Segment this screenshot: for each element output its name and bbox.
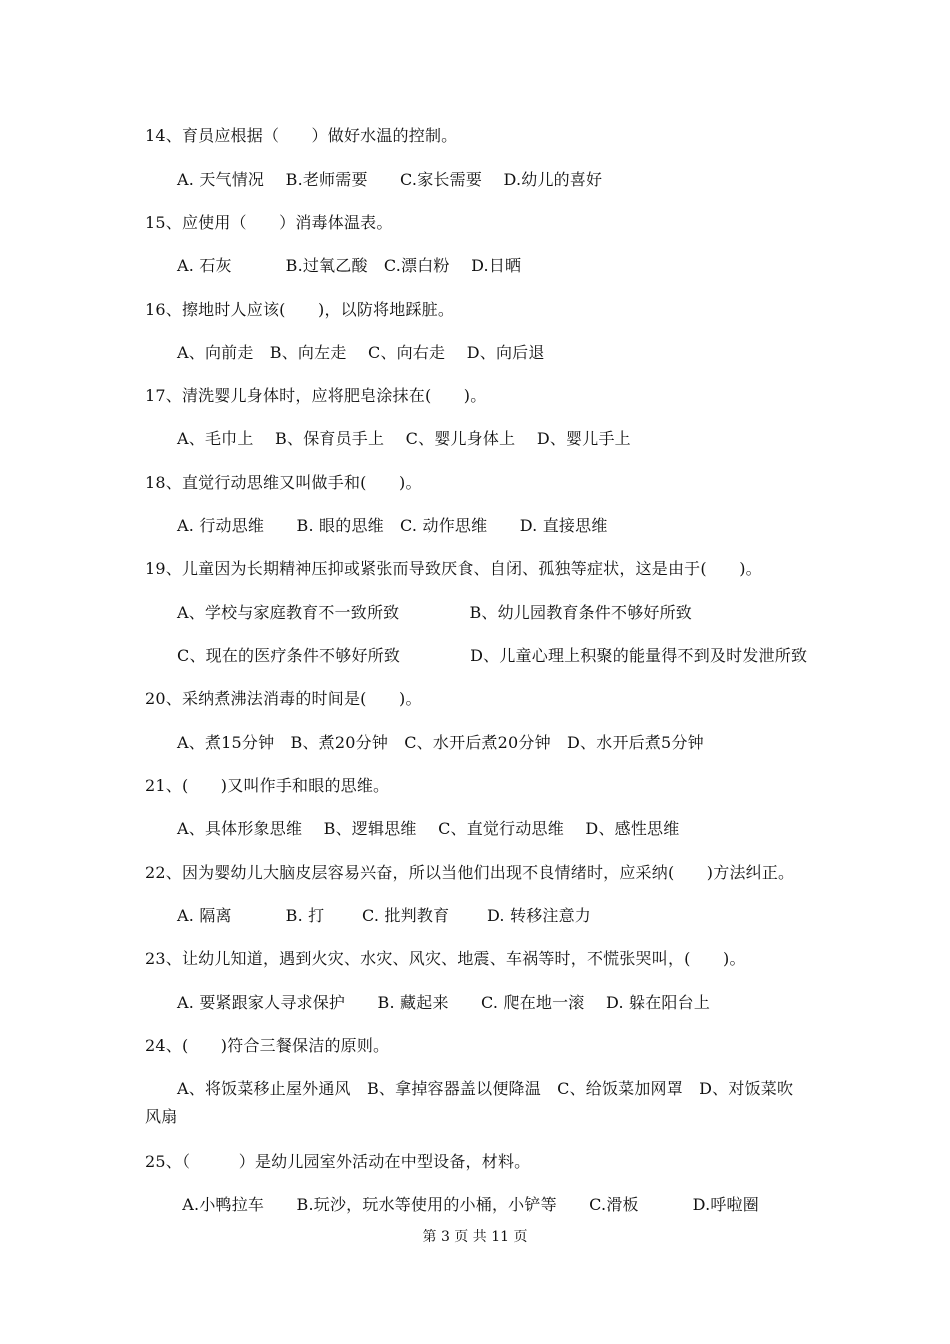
question-24: 24、( )符合三餐保洁的原则。: [145, 1036, 390, 1055]
options-14: A. 天气情况 B.老师需要 C.家长需要 D.幼儿的喜好: [177, 170, 603, 189]
options-16: A、向前走 B、向左走 C、向右走 D、向后退: [177, 343, 545, 362]
question-22: 22、因为婴幼儿大脑皮层容易兴奋，所以当他们出现不良情绪时，应采纳( )方法纠正。: [145, 863, 795, 882]
question-16: 16、擦地时人应该( )，以防将地踩脏。: [145, 300, 455, 319]
question-21: 21、( )又叫作手和眼的思维。: [145, 776, 390, 795]
page-footer: 第 3 页 共 11 页: [422, 1229, 528, 1245]
question-17: 17、清洗婴儿身体时，应将肥皂涂抹在( )。: [145, 386, 487, 405]
question-23: 23、让幼儿知道，遇到火灾、水灾、风灾、地震、车祸等时，不慌张哭叫，( )。: [145, 949, 746, 968]
options-18: A. 行动思维 B. 眼的思维 C. 动作思维 D. 直接思维: [177, 516, 608, 535]
question-15: 15、应使用（ ）消毒体温表。: [145, 213, 393, 232]
options-19-row2: C、现在的医疗条件不够好所致 D、儿童心理上积聚的能量得不到及时发泄所致: [177, 646, 808, 665]
options-19-row1: A、学校与家庭教育不一致所致 B、幼儿园教育条件不够好所致: [177, 603, 692, 622]
question-19: 19、儿童因为长期精神压抑或紧张而导致厌食、自闭、孤独等症状，这是由于( )。: [145, 559, 762, 578]
options-17: A、毛巾上 B、保育员手上 C、婴儿身体上 D、婴儿手上: [177, 429, 631, 448]
options-15: A. 石灰 B.过氧乙酸 C.漂白粉 D.日晒: [177, 256, 522, 275]
options-21: A、具体形象思维 B、逻辑思维 C、直觉行动思维 D、感性思维: [177, 819, 680, 838]
question-20: 20、采纳煮沸法消毒的时间是( )。: [145, 689, 422, 708]
options-25: A.小鸭拉车 B.玩沙，玩水等使用的小桶，小铲等 C.滑板 D.呼啦圈: [177, 1195, 759, 1214]
options-22: A. 隔离 B. 打 C. 批判教育 D. 转移注意力: [177, 906, 591, 925]
question-25: 25、（ ）是幼儿园室外活动在中型设备，材料。: [145, 1152, 531, 1171]
options-20: A、煮15分钟 B、煮20分钟 C、水开后煮20分钟 D、水开后煮5分钟: [177, 733, 704, 752]
options-23: A. 要紧跟家人寻求保护 B. 藏起来 C. 爬在地一滚 D. 躲在阳台上: [177, 993, 711, 1012]
options-24-continuation: 风扇: [145, 1107, 178, 1126]
question-14: 14、育员应根据（ ）做好水温的控制。: [145, 126, 458, 145]
options-24: A、将饭菜移止屋外通风 B、拿掉容器盖以便降温 C、给饭菜加网罩 D、对饭菜吹: [177, 1079, 794, 1098]
question-18: 18、直觉行动思维又叫做手和( )。: [145, 473, 422, 492]
